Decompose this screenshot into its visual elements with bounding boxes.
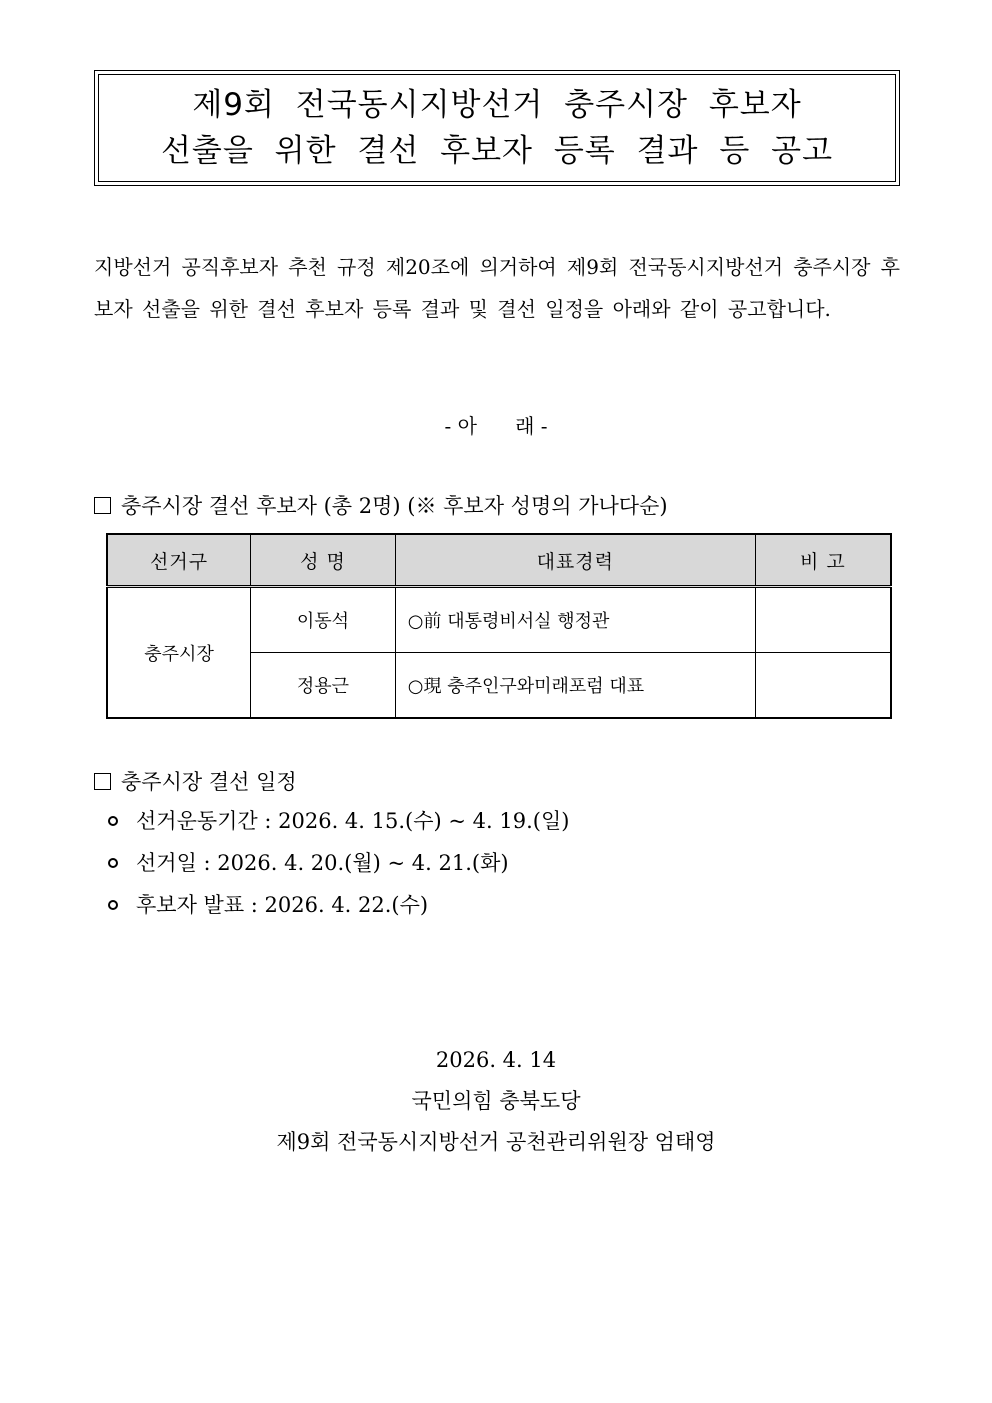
candidate-career-cell: ○現 충주인구와미래포럼 대표 — [395, 653, 755, 719]
title-inner-border — [98, 74, 896, 182]
checkbox-icon — [94, 497, 111, 514]
schedule-item-text: 선거일 : 2026. 4. 20.(월) ~ 4. 21.(화) — [136, 851, 509, 875]
circle-bullet-icon — [108, 858, 118, 868]
schedule-list — [108, 800, 569, 926]
signature-official: 제9회 전국동시지방선거 공천관리위원장 엄태영 — [276, 1130, 716, 1154]
intro-paragraph: 지방선거 공직후보자 추천 규정 제20조에 의거하여 제9회 전국동시지방선거 충주시장 후보자 선출을 위한 결선 후보자 등록 결과 및 결선 일정을 아래와 같이 공고합니다. — [94, 255, 900, 321]
candidate-name-cell: 정용근 — [251, 653, 396, 719]
candidate-note-cell — [755, 653, 891, 719]
circle-bullet-icon — [108, 816, 118, 826]
title-line-1: 제9회 전국동시지방선거 충주시장 후보자 — [192, 87, 802, 123]
list-item — [108, 800, 569, 842]
list-item — [108, 842, 569, 884]
notice-heading: - 아 래 - — [444, 414, 548, 438]
schedule-item-text: 선거운동기간 : 2026. 4. 15.(수) ~ 4. 19.(일) — [136, 809, 570, 833]
candidates-table — [106, 533, 892, 719]
candidate-career-cell: ○前 대통령비서실 행정관 — [395, 587, 755, 653]
schedule-section-heading — [94, 766, 297, 796]
title-box — [94, 70, 900, 186]
signature-date: 2026. 4. 14 — [435, 1048, 557, 1072]
district-cell: 충주시장 — [107, 587, 251, 719]
checkbox-icon — [94, 773, 111, 790]
schedule-heading-text: 충주시장 결선 일정 — [121, 770, 297, 794]
candidates-section-heading — [94, 490, 668, 520]
column-header-name: 성 명 — [251, 534, 396, 587]
schedule-item-text: 후보자 발표 : 2026. 4. 22.(수) — [136, 893, 429, 917]
signature-block — [0, 1040, 992, 1163]
candidates-heading-text: 충주시장 결선 후보자 (총 2명) (※ 후보자 성명의 가나다순) — [121, 494, 668, 518]
candidate-name-cell: 이동석 — [251, 587, 396, 653]
table-row — [107, 587, 891, 653]
column-header-career: 대표경력 — [395, 534, 755, 587]
column-header-district: 선거구 — [107, 534, 251, 587]
candidate-note-cell — [755, 587, 891, 653]
table-header-row — [107, 534, 891, 587]
signature-org: 국민의힘 충북도당 — [411, 1089, 581, 1113]
circle-bullet-icon — [108, 900, 118, 910]
list-item — [108, 884, 569, 926]
column-header-note: 비 고 — [755, 534, 891, 587]
title-line-2: 선출을 위한 결선 후보자 등록 결과 등 공고 — [160, 133, 834, 169]
